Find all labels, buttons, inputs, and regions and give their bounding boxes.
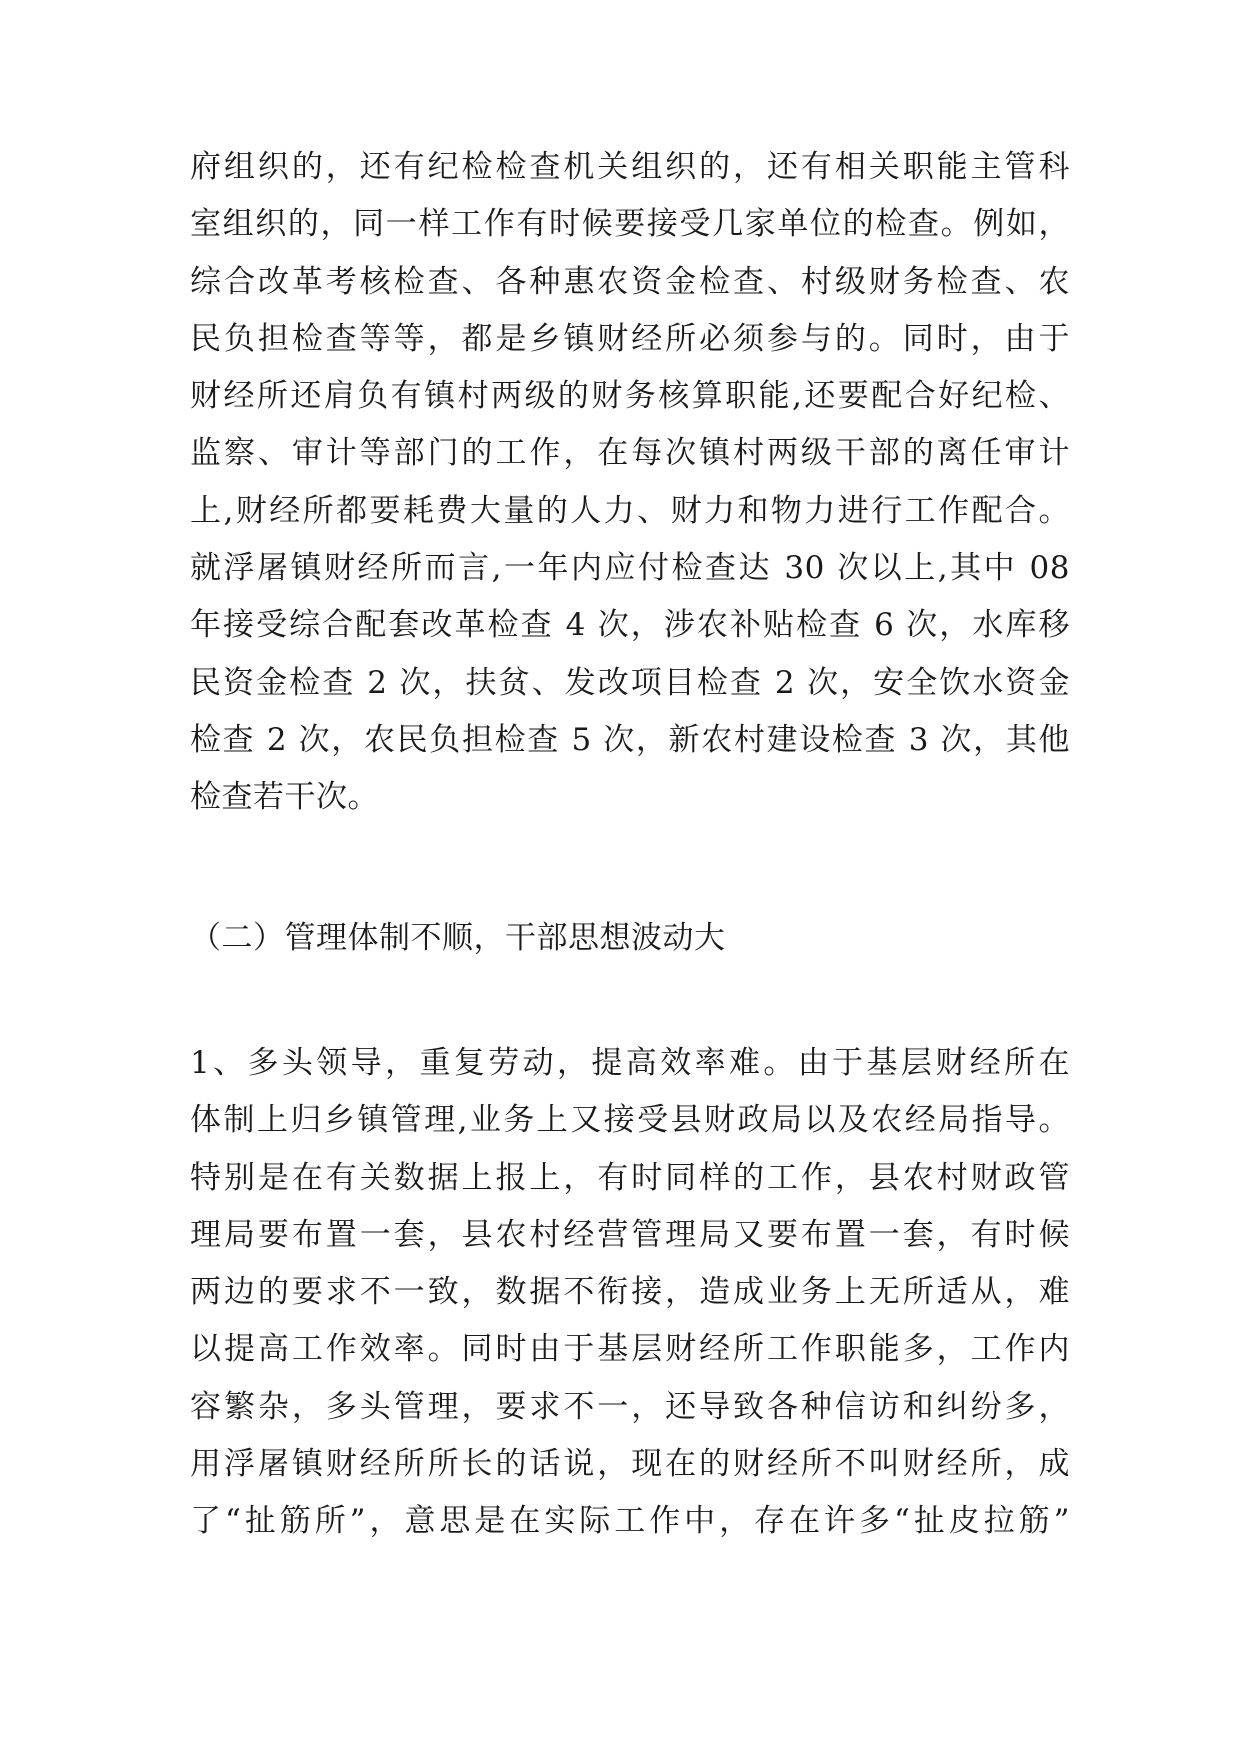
paragraph-line: 1、多头领导，重复劳动，提高效率难。由于基层财经所在 [190,1045,1070,1081]
paragraph-line: 容繁杂，多头管理，要求不一，还导致各种信访和纠纷多， [190,1388,1070,1425]
paragraph-line: 府组织的，还有纪检检查机关组织的，还有相关职能主管科 [190,149,1070,185]
paragraph-line: 了“扯筋所”，意思是在实际工作中，存在许多“扯皮拉筋” [190,1503,1070,1540]
section-heading [190,910,1070,967]
paragraph-line: 以提高工作效率。同时由于基层财经所工作职能多，工作内 [190,1331,1070,1368]
paragraph-line: 体制上归乡镇管理,业务上又接受县财政局以及农经局指导。 [190,1102,1070,1139]
paragraph-line: 室组织的，同一样工作有时候要接受几家单位的检查。例如， [190,206,1070,243]
paragraph-line: 检查若干次。 [190,779,379,816]
paragraph-line: 特别是在有关数据上报上，有时同样的工作，县农村财政管 [190,1159,1070,1196]
paragraph-line: 综合改革考核检查、各种惠农资金检查、村级财务检查、农 [190,263,1070,300]
paragraph-line: 用浮屠镇财经所所长的话说，现在的财经所不叫财经所，成 [190,1446,1070,1483]
paragraph-line: 年接受综合配套改革检查 4 次，涉农补贴检查 6 次，水库移 [190,607,1070,644]
paragraph-2 [190,1035,1070,1551]
paragraph-line: 民负担检查等等，都是乡镇财经所必须参与的。同时，由于 [190,320,1070,357]
paragraph-1 [190,139,1070,827]
paragraph-line: 监察、审计等部门的工作，在每次镇村两级干部的离任审计 [190,435,1070,472]
paragraph-line: 就浮屠镇财经所而言,一年内应付检查达 30 次以上,其中 08 [190,550,1070,587]
paragraph-line: 民资金检查 2 次，扶贫、发改项目检查 2 次，安全饮水资金 [190,664,1070,701]
paragraph-line: 两边的要求不一致，数据不衔接，造成业务上无所适从，难 [190,1274,1070,1311]
section-heading-text: （二）管理体制不顺，干部思想波动大 [190,920,726,956]
paragraph-line: 上,财经所都要耗费大量的人力、财力和物力进行工作配合。 [190,492,1070,529]
paragraph-line: 理局要布置一套，县农村经营管理局又要布置一套，有时候 [190,1216,1070,1253]
paragraph-line: 检查 2 次，农民负担检查 5 次，新农村建设检查 3 次，其他 [190,721,1070,758]
paragraph-line: 财经所还肩负有镇村两级的财务核算职能,还要配合好纪检、 [190,378,1070,415]
